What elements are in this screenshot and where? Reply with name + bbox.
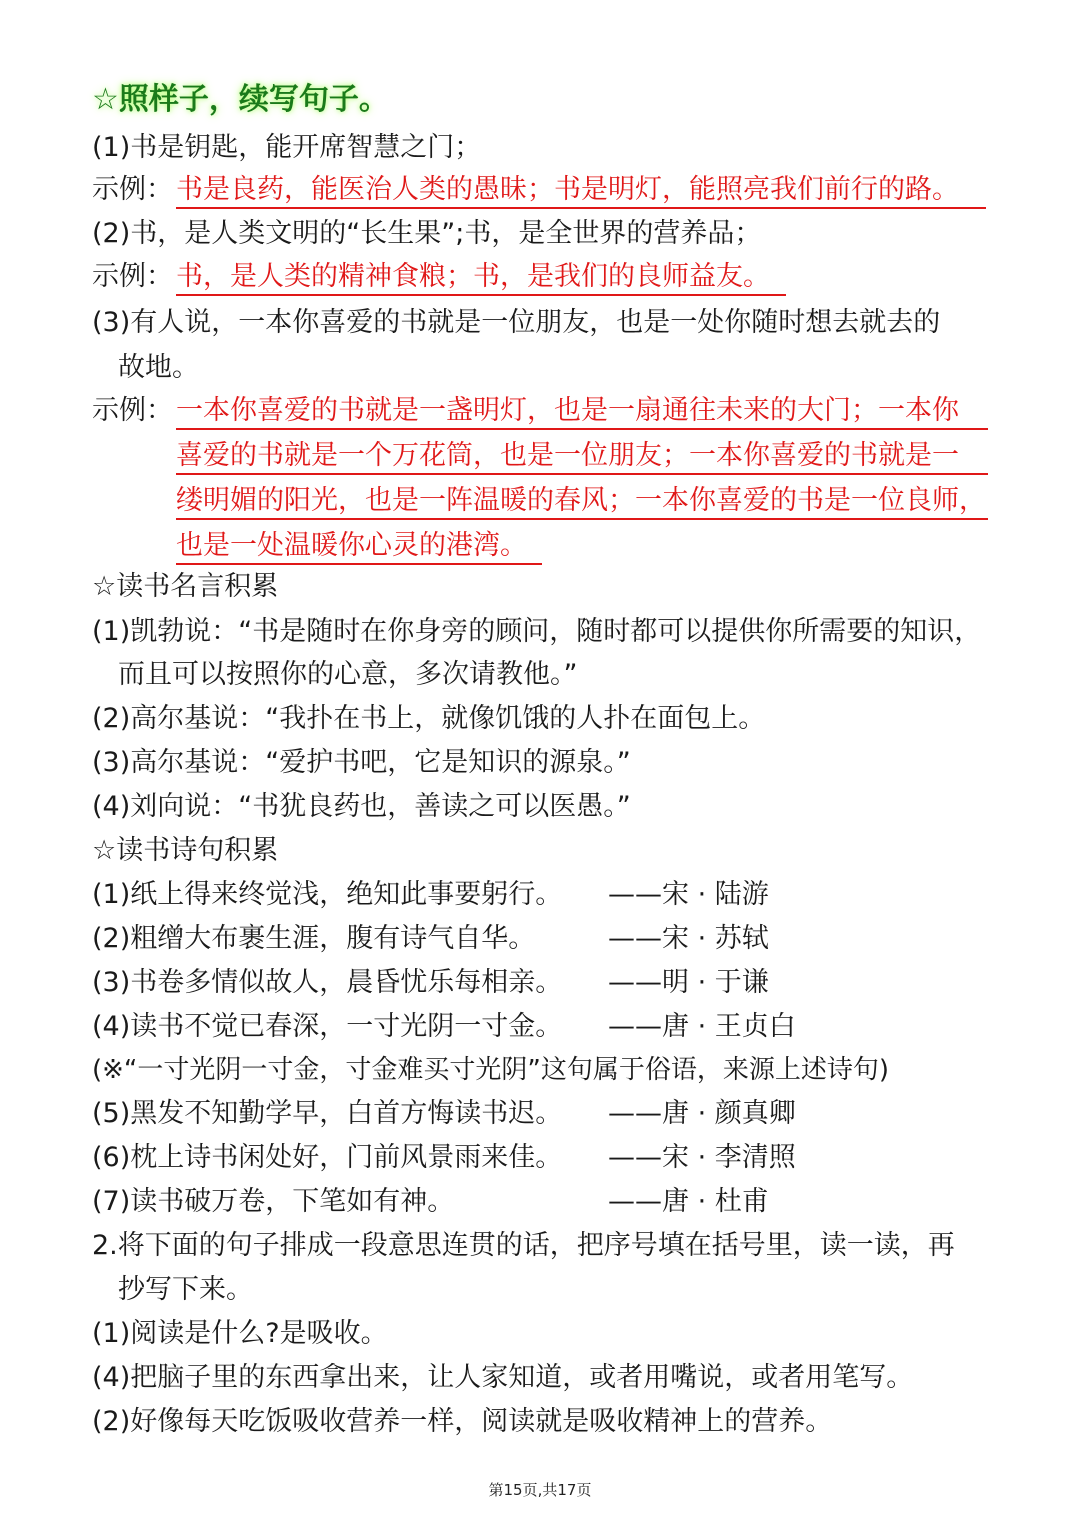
poem-line: (2)粗缯大布裹生涯，腹有诗气自华。 bbox=[92, 923, 536, 954]
sentence-2: (2)好像每天吃饭吸收营养一样，阅读就是吸收精神上的营养。 bbox=[92, 1406, 833, 1437]
poem-author: ——明 · 于谦 bbox=[608, 967, 769, 998]
answer-3-line-4: 也是一处温暖你心灵的港湾。 bbox=[176, 530, 527, 561]
section-title-poems: ☆读书诗句积累 bbox=[92, 835, 279, 866]
poem-author: ——宋 · 陆游 bbox=[608, 879, 769, 910]
answer-3-line-2: 喜爱的书就是一个万花筒，也是一位朋友；一本你喜爱的书就是一 bbox=[176, 440, 959, 471]
answer-3-line-1: 一本你喜爱的书就是一盏明灯，也是一扇通往未来的大门；一本你 bbox=[176, 395, 959, 426]
question-3-line-1: (3)有人说，一本你喜爱的书就是一位朋友，也是一处你随时想去就去的 bbox=[92, 307, 941, 338]
poem-line: (4)读书不觉已春深，一寸光阴一寸金。 bbox=[92, 1011, 563, 1042]
question-2: (2)书，是人类文明的“长生果”;书，是全世界的营养品； bbox=[92, 218, 762, 249]
answer-underline bbox=[176, 473, 988, 475]
sentence-4: (4)把脑子里的东西拿出来，让人家知道，或者用嘴说，或者用笔写。 bbox=[92, 1362, 914, 1393]
page-number: 第15页,共17页 bbox=[488, 1481, 592, 1499]
poem-author: ——宋 · 李清照 bbox=[608, 1142, 796, 1173]
answer-underline bbox=[176, 563, 542, 565]
poem-line: (7)读书破万卷，下笔如有神。 bbox=[92, 1186, 455, 1217]
task-2-line-2: 抄写下来。 bbox=[118, 1274, 253, 1305]
example-label: 示例： bbox=[92, 395, 173, 426]
poem-line: (1)纸上得来终觉浅，绝知此事要躬行。 bbox=[92, 879, 563, 910]
poem-author: ——唐 · 王贞白 bbox=[608, 1011, 796, 1042]
poem-author: ——唐 · 颜真卿 bbox=[608, 1098, 796, 1129]
answer-3-line-3: 缕明媚的阳光，也是一阵温暖的春风；一本你喜爱的书是一位良师， bbox=[176, 485, 986, 516]
poem-line: (6)枕上诗书闲处好，门前风景雨来佳。 bbox=[92, 1142, 563, 1173]
poem-line: (5)黑发不知勤学早，白首方悔读书迟。 bbox=[92, 1098, 563, 1129]
poem-author: ——宋 · 苏轼 bbox=[608, 923, 769, 954]
answer-underline bbox=[176, 294, 786, 296]
poem-line: (3)书卷多情似故人，晨昏忧乐每相亲。 bbox=[92, 967, 563, 998]
poem-author: ——唐 · 杜甫 bbox=[608, 1186, 769, 1217]
answer-1: 书是良药，能医治人类的愚昧；书是明灯，能照亮我们前行的路。 bbox=[176, 174, 959, 205]
section-title-continue-sentences: ☆照样子，续写句子。 bbox=[92, 82, 389, 117]
example-label: 示例： bbox=[92, 174, 173, 205]
quote-3: (3)高尔基说：“爱护书吧，它是知识的源泉。” bbox=[92, 747, 631, 778]
question-3-line-2: 故地。 bbox=[118, 352, 199, 383]
example-label: 示例： bbox=[92, 261, 173, 292]
answer-underline bbox=[176, 207, 986, 209]
quote-4: (4)刘向说：“书犹良药也，善读之可以医愚。” bbox=[92, 791, 631, 822]
question-1: (1)书是钥匙，能开席智慧之门； bbox=[92, 132, 482, 163]
quote-1-line-2: 而且可以按照你的心意，多次请教他。” bbox=[118, 659, 578, 690]
section-title-quotes: ☆读书名言积累 bbox=[92, 571, 279, 602]
quote-1-line-1: (1)凯勃说：“书是随时在你身旁的顾问，随时都可以提供你所需要的知识， bbox=[92, 616, 982, 647]
answer-underline bbox=[176, 518, 988, 520]
sentence-1: (1)阅读是什么?是吸收。 bbox=[92, 1318, 388, 1349]
proverb-note: (※“一寸光阴一寸金，寸金难买寸光阴”这句属于俗语，来源上述诗句) bbox=[92, 1055, 890, 1085]
answer-2: 书，是人类的精神食粮；书，是我们的良师益友。 bbox=[176, 261, 770, 292]
quote-2: (2)高尔基说：“我扑在书上，就像饥饿的人扑在面包上。 bbox=[92, 703, 766, 734]
task-2-line-1: 2.将下面的句子排成一段意思连贯的话，把序号填在括号里，读一读，再 bbox=[92, 1230, 955, 1261]
answer-underline bbox=[176, 428, 988, 430]
